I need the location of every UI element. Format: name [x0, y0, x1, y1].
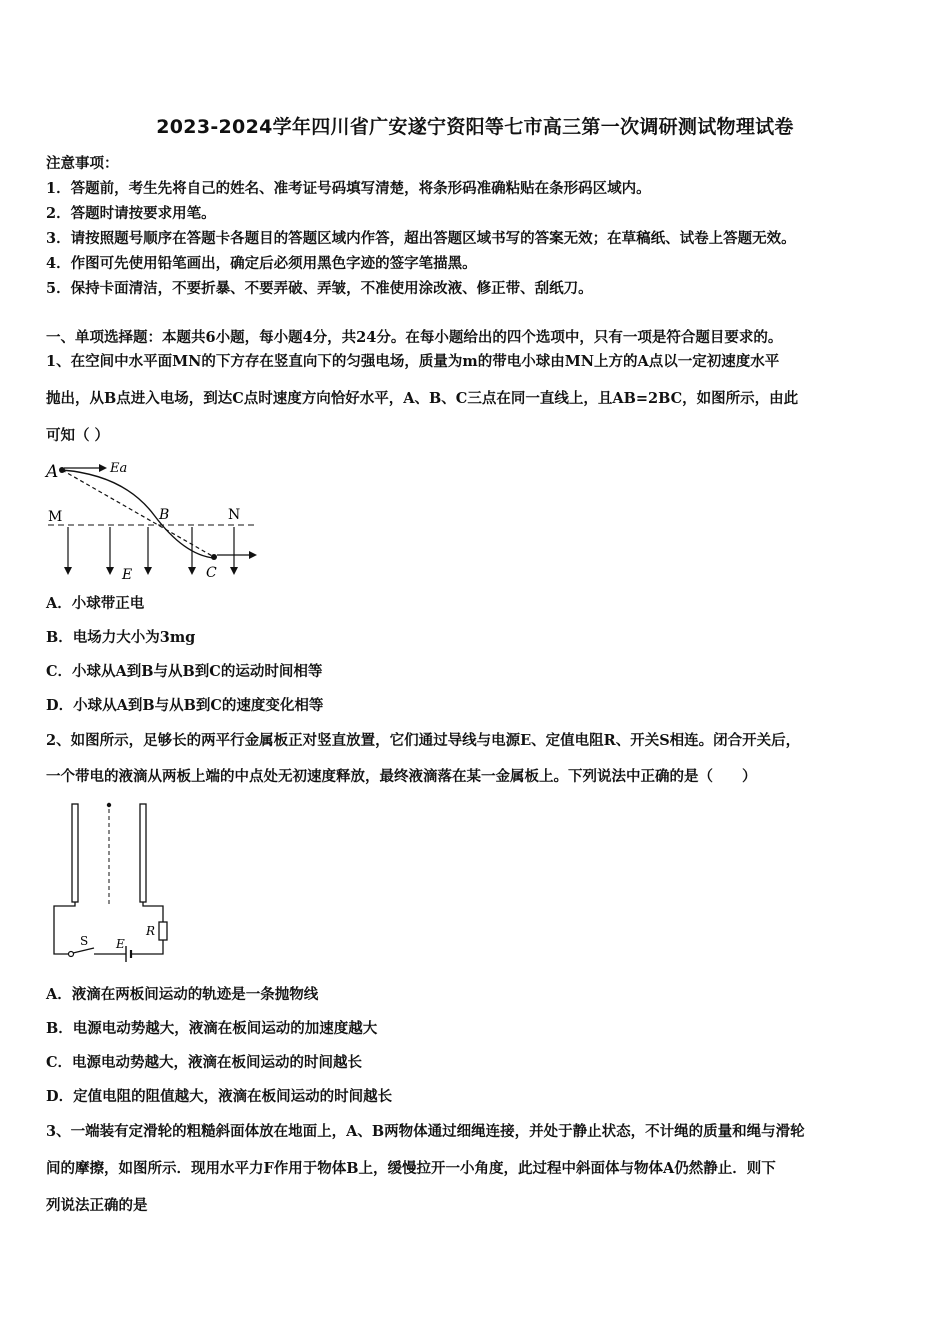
section-heading: 一、单项选择题：本题共6小题，每小题4分，共24分。在每小题给出的四个选项中，只有一项是符合题目要求的。	[46, 329, 783, 346]
q1-figure	[44, 455, 260, 583]
q2-label-r: R	[146, 924, 156, 938]
q1-option-c: C．小球从A到B与从B到C的运动时间相等	[46, 663, 323, 680]
q1-option-b: B．电场力大小为3mg	[46, 629, 196, 646]
q2-label-s: S	[80, 934, 89, 948]
q1-label-a: A	[46, 462, 59, 482]
q2-option-d: D．定值电阻的阻值越大，液滴在板间运动的时间越长	[46, 1088, 393, 1105]
q3-line-2: 间的摩擦，如图所示．现用水平力F作用于物体B上，缓慢拉开一小角度，此过程中斜面体与物体A仍然静止．则下	[46, 1160, 776, 1177]
q3-line-1: 3、一端装有定滑轮的粗糙斜面体放在地面上，A、B两物体通过细绳连接，并处于静止状态，不计绳的质量和绳与滑轮	[46, 1123, 805, 1140]
q1-label-ea: Ea	[110, 461, 128, 476]
page-title: 2023-2024学年四川省广安遂宁资阳等七市高三第一次调研测试物理试卷	[156, 116, 794, 138]
q2-figure	[50, 800, 172, 966]
q2-label-e: E	[116, 937, 125, 951]
q2-line-2: 一个带电的液滴从两板上端的中点处无初速度释放，最终液滴落在某一金属板上。下列说法中正确的是（ ）	[46, 768, 757, 785]
q1-line-1: 1、在空间中水平面MN的下方存在竖直向下的匀强电场，质量为m的带电小球由MN上方的A点以一定初速度水平	[46, 353, 780, 370]
notice-item-3: 3．请按照题号顺序在答题卡各题目的答题区域内作答，超出答题区域书写的答案无效；在草稿纸、试卷上答题无效。	[46, 230, 796, 247]
q2-option-c: C．电源电动势越大，液滴在板间运动的时间越长	[46, 1054, 363, 1071]
q2-option-a: A．液滴在两板间运动的轨迹是一条抛物线	[46, 986, 319, 1003]
q1-label-n: N	[228, 507, 241, 523]
q1-label-c: C	[206, 565, 217, 581]
q1-line-2: 抛出，从B点进入电场，到达C点时速度方向恰好水平，A、B、C三点在同一直线上，且AB=2BC，如图所示，由此	[46, 390, 799, 407]
notice-heading: 注意事项：	[46, 155, 119, 172]
q1-label-m: M	[48, 509, 63, 525]
q2-option-b: B．电源电动势越大，液滴在板间运动的加速度越大	[46, 1020, 378, 1037]
q1-option-d: D．小球从A到B与从B到C的速度变化相等	[46, 697, 324, 714]
q2-line-1: 2、如图所示，足够长的两平行金属板正对竖直放置，它们通过导线与电源E、定值电阻R、开关S相连。闭合开关后，	[46, 732, 801, 749]
q1-option-a: A．小球带正电	[46, 595, 145, 612]
notice-item-4: 4．作图可先使用铅笔画出，确定后必须用黑色字迹的签字笔描黑。	[46, 255, 477, 272]
q1-label-b: B	[159, 507, 170, 523]
notice-item-2: 2．答题时请按要求用笔。	[46, 205, 216, 222]
q1-line-3: 可知（ ）	[46, 427, 110, 444]
q1-label-e: E	[122, 567, 133, 583]
q3-line-3: 列说法正确的是	[46, 1197, 148, 1214]
notice-item-5: 5．保持卡面清洁，不要折暴、不要弄破、弄皱，不准使用涂改液、修正带、刮纸刀。	[46, 280, 593, 297]
notice-item-1: 1．答题前，考生先将自己的姓名、准考证号码填写清楚，将条形码准确粘贴在条形码区域内。	[46, 180, 651, 197]
